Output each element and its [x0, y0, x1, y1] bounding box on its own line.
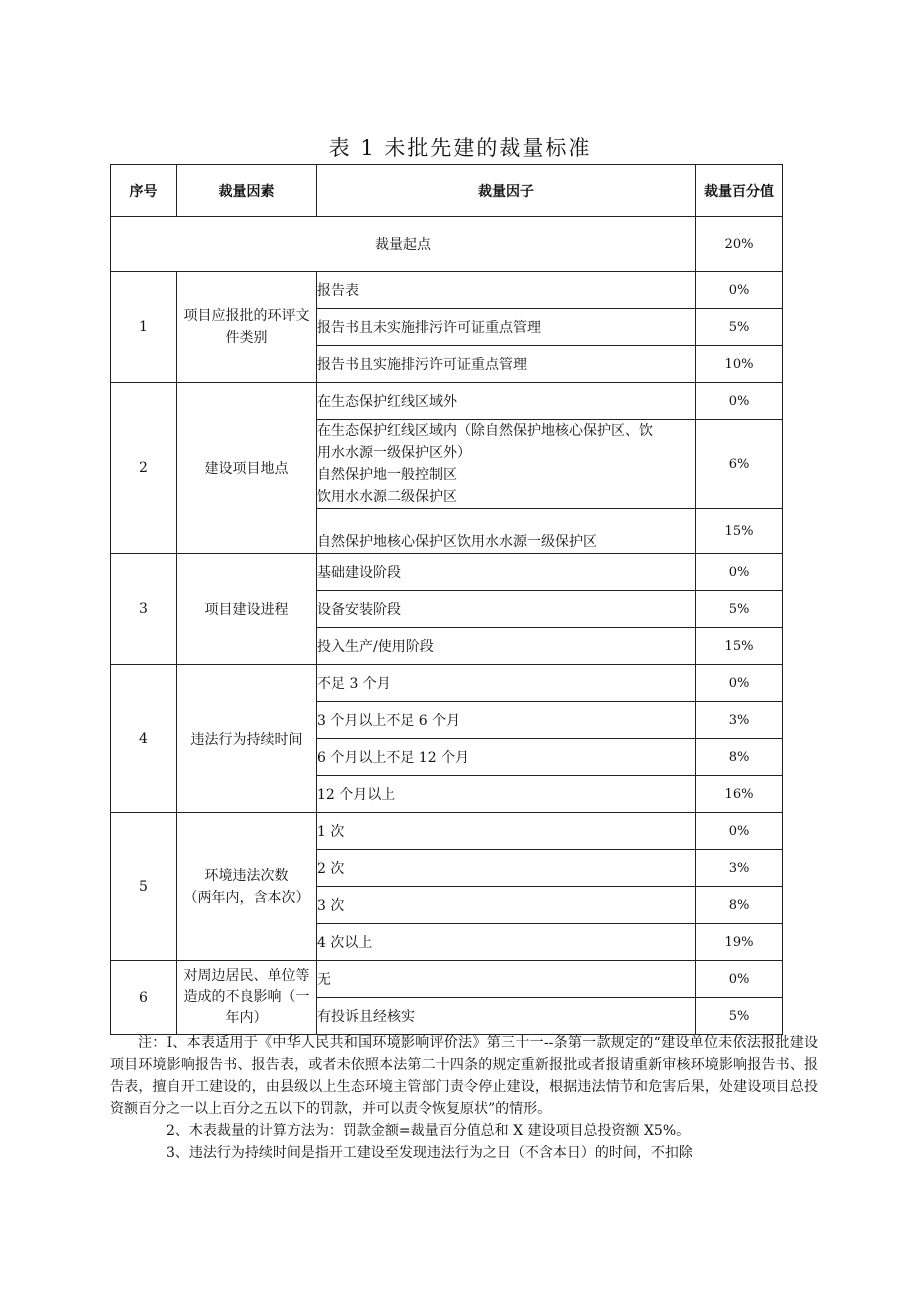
factor-percent: 3% — [696, 702, 783, 739]
factor-item: 报告表 — [317, 272, 696, 309]
factor-item: 2 次 — [317, 850, 696, 887]
factor-percent: 5% — [696, 998, 783, 1035]
factor-percent: 0% — [696, 554, 783, 591]
factor-item-multiline — [317, 420, 696, 509]
header-row — [111, 165, 783, 217]
table-row — [111, 961, 783, 998]
factor-percent: 8% — [696, 887, 783, 924]
factor-percent: 8% — [696, 739, 783, 776]
factor-percent: 3% — [696, 850, 783, 887]
factor-item: 3 个月以上不足 6 个月 — [317, 702, 696, 739]
table-title: 表 1 未批先建的裁量标准 — [328, 136, 592, 160]
factor-percent: 16% — [696, 776, 783, 813]
table-row — [111, 272, 783, 309]
factor-percent: 5% — [696, 309, 783, 346]
penalty-table — [110, 164, 783, 1035]
factor-percent: 15% — [696, 628, 783, 665]
factor-percent: 5% — [696, 591, 783, 628]
group-no: 3 — [111, 554, 177, 665]
factor-item: 投入生产/使用阶段 — [317, 628, 696, 665]
group-no: 4 — [111, 665, 177, 813]
header-percent: 裁量百分值 — [696, 165, 783, 217]
group-factor: 项目建设进程 — [177, 554, 317, 665]
note-paragraph: 2、木表裁量的计算方法为：罚款金额=裁量百分值总和 X 建设项目总投资额 X5%。 — [166, 1123, 691, 1139]
factor-item: 12 个月以上 — [317, 776, 696, 813]
group-factor — [177, 813, 317, 961]
group-factor: 项目应报批的环评文件类别 — [177, 272, 317, 383]
factor-item: 4 次以上 — [317, 924, 696, 961]
factor-item: 报告书且实施排污许可证重点管理 — [317, 346, 696, 383]
group-factor: 违法行为持续时间 — [177, 665, 317, 813]
header-no: 序号 — [111, 165, 177, 217]
group-no: 5 — [111, 813, 177, 961]
factor-item: 基础建设阶段 — [317, 554, 696, 591]
group-factor: 对周边居民、单位等造成的不良影响（一年内） — [177, 961, 317, 1035]
factor-item: 自然保护地核心保护区饮用水水源一级保护区 — [317, 509, 696, 554]
factor-percent: 19% — [696, 924, 783, 961]
factor-item: 6 个月以上不足 12 个月 — [317, 739, 696, 776]
start-row — [111, 217, 783, 272]
factor-item: 报告书且未实施排污许可证重点管理 — [317, 309, 696, 346]
start-label: 裁量起点 — [111, 217, 696, 272]
factor-item: 3 次 — [317, 887, 696, 924]
factor-item-line: 自然保护地一般控制区 — [317, 467, 457, 483]
factor-item: 有投诉且经核实 — [317, 998, 696, 1035]
note-paragraph: 注：I、本表适用于《中华人民共和国环境影响评价法》第三十一--条第一款规定的“建设单位未依法报批建设项目环境影响报告书、报告表，或者未依照本法第二十四条的规定重新报批或者报请重新审核环境影响报告书、报告表，擅自开工建设的，由县级以上生态环境主管部门责令停止建设，根据违法情节和危害后果，处建设项目总投资额百分之一以上百分之五以下的罚款，并可以责令恢复原状”的情形。 — [110, 1035, 818, 1117]
table-row — [111, 665, 783, 702]
factor-item: 设备安装阶段 — [317, 591, 696, 628]
table-row — [111, 813, 783, 850]
factor-item: 不足 3 个月 — [317, 665, 696, 702]
factor-item-line: 在生态保护红线区域内（除自然保护地核心保护区、饮 — [317, 423, 653, 439]
group-no: 2 — [111, 383, 177, 554]
factor-item-line: 用水水源一级保护区外） — [317, 445, 471, 461]
table-row — [111, 383, 783, 420]
factor-percent: 0% — [696, 665, 783, 702]
group-factor-line: 环境违法次数 — [204, 867, 289, 884]
factor-item-line: 饮用水水源二级保护区 — [317, 489, 457, 505]
factor-item: 在生态保护红线区域外 — [317, 383, 696, 420]
note-paragraph: 3、违法行为持续时间是指开工建设至发现违法行为之日（不含本日）的时间，不扣除 — [166, 1145, 693, 1161]
notes-section — [110, 1032, 818, 1164]
group-factor: 建设项目地点 — [177, 383, 317, 554]
group-factor-line: （两年内，含本次） — [183, 889, 310, 906]
factor-item: 无 — [317, 961, 696, 998]
header-factor: 裁量因素 — [177, 165, 317, 217]
factor-item: 1 次 — [317, 813, 696, 850]
group-no: 1 — [111, 272, 177, 383]
factor-percent: 0% — [696, 961, 783, 998]
factor-percent: 6% — [696, 420, 783, 509]
group-no: 6 — [111, 961, 177, 1035]
factor-percent: 0% — [696, 383, 783, 420]
factor-percent: 0% — [696, 272, 783, 309]
start-value: 20% — [696, 217, 783, 272]
table-row — [111, 554, 783, 591]
header-item: 裁量因子 — [317, 165, 696, 217]
factor-percent: 0% — [696, 813, 783, 850]
factor-percent: 15% — [696, 509, 783, 554]
factor-percent: 10% — [696, 346, 783, 383]
